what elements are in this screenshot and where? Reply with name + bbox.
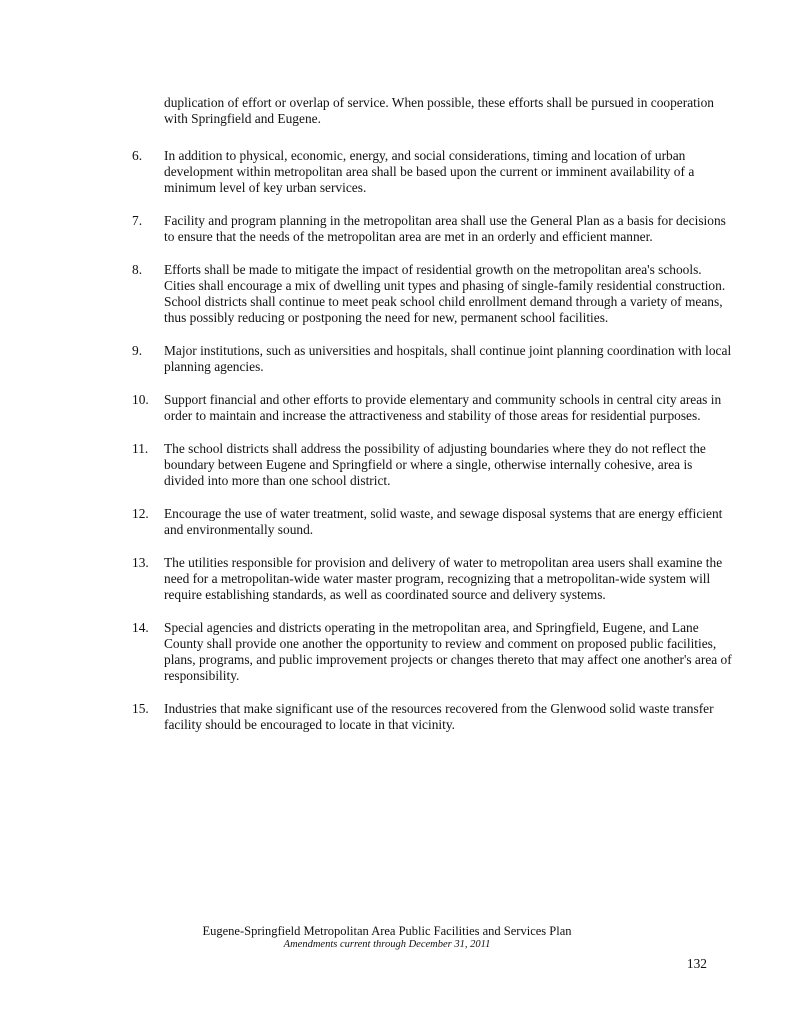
item-number: 7. [132, 213, 143, 228]
list-item [132, 148, 732, 196]
item-text: Encourage the use of water treatment, solid waste, and sewage disposal systems that are energy efficient and environmentally sound. [164, 506, 723, 537]
list-item [132, 620, 732, 684]
item-number: 13. [132, 555, 149, 570]
item-number: 11. [132, 441, 149, 456]
item-text: In addition to physical, economic, energy, and social considerations, timing and location of urban development within metropolitan area shall be based upon the current or imminent availability of a minimum level of key urban services. [164, 148, 695, 195]
page-number: 132 [686, 956, 707, 971]
list-item [132, 555, 732, 603]
item-number: 6. [132, 148, 143, 163]
list-item [132, 213, 732, 245]
list-item [132, 506, 732, 538]
list-item [132, 262, 732, 326]
list-item [132, 441, 732, 489]
item-text: Industries that make significant use of the resources recovered from the Glenwood solid waste transfer facility should be encouraged to locate in that vicinity. [164, 701, 714, 732]
item-number: 15. [132, 701, 149, 716]
list-item [132, 701, 732, 733]
item-text: Efforts shall be made to mitigate the impact of residential growth on the metropolitan area's schools. Cities shall encourage a mix of dwelling unit types and phasing of single-family residential construction. School districts shall continue to meet peak school child enrollment demand through a variety of means, thus possibly reducing or postponing the need for new, permanent school facilities. [164, 262, 726, 325]
continuation-paragraph: duplication of effort or overlap of service. When possible, these efforts shall be pursued in cooperation with Springfield and Eugene. [164, 95, 714, 126]
item-number: 8. [132, 262, 143, 277]
footer-subtitle [0, 939, 800, 950]
item-text: Special agencies and districts operating in the metropolitan area, and Springfield, Eugene, and Lane County shall provide one another the opportunity to review and comment on proposed public facilities, plans, programs, and public improvement projects or changes thereto that may affect one another's area of responsibility. [164, 620, 732, 683]
item-number: 9. [132, 343, 143, 358]
item-text: The utilities responsible for provision and delivery of water to metropolitan area users shall examine the need for a metropolitan-wide water master program, recognizing that a metropolitan-wide system will require establishing standards, as well as coordinated source and delivery systems. [164, 555, 723, 602]
list-item [132, 343, 732, 375]
item-text: The school districts shall address the possibility of adjusting boundaries where they do not reflect the boundary between Eugene and Springfield or where a single, otherwise internally cohesive, area is divided into more than one school district. [164, 441, 706, 488]
list-item [132, 392, 732, 424]
item-text: Major institutions, such as universities and hospitals, shall continue joint planning coordination with local planning agencies. [164, 343, 732, 374]
item-text: Facility and program planning in the metropolitan area shall use the General Plan as a basis for decisions to ensure that the needs of the metropolitan area are met in an orderly and efficient manner. [164, 213, 726, 244]
item-number: 12. [132, 506, 149, 521]
footer-title-text: Eugene-Springfield Metropolitan Area Public Facilities and Services Plan [202, 924, 572, 938]
footer-subtitle-text: Amendments current through December 31, 2011 [283, 939, 491, 950]
item-number: 10. [132, 392, 149, 407]
item-text: Support financial and other efforts to provide elementary and community schools in central city areas in order to maintain and increase the attractiveness and stability of those areas for residential purposes. [164, 392, 722, 423]
item-number: 14. [132, 620, 149, 635]
policy-list [132, 148, 732, 750]
footer-title [0, 924, 800, 939]
